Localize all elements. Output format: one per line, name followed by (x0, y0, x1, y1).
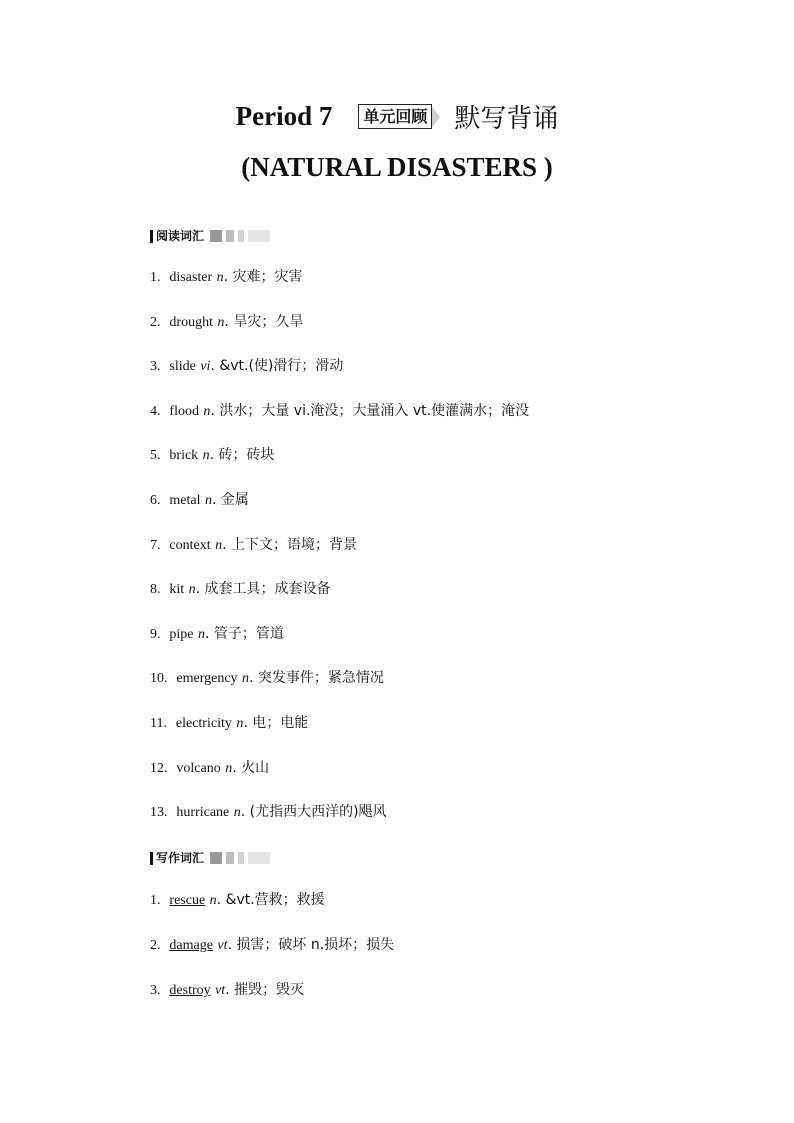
section-bar-icon (150, 230, 153, 243)
vocab-entry: 1. rescue n. &vt.营救；救援 (150, 892, 325, 908)
entry-part-of-speech: vt (215, 983, 226, 998)
entry-number: 1. (150, 270, 161, 285)
entry-word: pipe (169, 626, 194, 642)
entry-number: 3. (150, 359, 161, 375)
entry-word: hurricane (176, 805, 230, 821)
entry-part-of-speech: n (233, 805, 241, 821)
vocab-entry: 4. flood n. 洪水；大量 vi.淹没；大量涌入 vt.使灌满水；淹没 (150, 402, 530, 419)
entry-definition: 摧毁；毁灭 (234, 982, 305, 998)
section-label: 阅读词汇 (156, 229, 205, 243)
entry-word: flood (169, 403, 199, 419)
entry-part-of-speech: n (197, 626, 205, 642)
entry-number: 13. (150, 805, 168, 821)
vocab-entry: 6. metal n. 金属 (150, 492, 249, 508)
entry-word: disaster (169, 270, 213, 285)
entry-word: rescue (169, 893, 206, 908)
entry-part-of-speech: n (209, 893, 217, 908)
entry-definition: 灾难；灾害 (232, 269, 303, 285)
entry-number: 7. (150, 537, 161, 553)
entry-part-of-speech: vt (217, 938, 228, 953)
entry-part-of-speech: n (225, 760, 233, 776)
entry-part-of-speech: n (188, 582, 196, 598)
chinese-title: 默写背诵 (454, 104, 559, 134)
entry-number: 4. (150, 403, 161, 419)
entry-part-of-speech: n (236, 716, 244, 731)
entry-word: electricity (175, 716, 232, 731)
vocab-entry: 7. context n. 上下文；语境；背景 (150, 536, 357, 553)
entry-word: context (169, 537, 211, 553)
entry-part-of-speech: n (216, 270, 224, 285)
entry-word: metal (169, 493, 201, 508)
entry-number: 2. (150, 938, 161, 953)
vocab-entry: 9. pipe n. 管子；管道 (150, 625, 284, 642)
entry-number: 2. (150, 314, 161, 330)
vocab-entry: 10. emergency n. 突发事件；紧急情况 (150, 670, 384, 687)
vocab-entry: 5. brick n. 砖；砖块 (150, 447, 275, 464)
entry-part-of-speech: n (202, 448, 210, 464)
reading-vocab-heading (150, 229, 270, 243)
entry-definition: &vt.(使)滑行；滑动 (219, 358, 344, 375)
entry-definition: (尤指西大西洋的)飓风 (249, 804, 387, 821)
section-label: 写作词汇 (156, 851, 205, 865)
entry-definition: 金属 (220, 492, 249, 508)
entry-word: emergency (176, 671, 238, 687)
entry-number: 11. (150, 716, 167, 731)
section-bar-icon (150, 852, 153, 865)
vocab-entry: 3. slide vi. &vt.(使)滑行；滑动 (150, 358, 344, 375)
vocab-entry: 12. volcano n. 火山 (150, 759, 270, 776)
page-subtitle: (NATURAL DISASTERS ) (241, 152, 553, 182)
vocab-entry: 2. drought n. 旱灾；久旱 (150, 313, 304, 330)
entry-definition: 砖；砖块 (218, 447, 275, 464)
entry-part-of-speech: vi (200, 359, 211, 375)
section-decoration (210, 230, 270, 242)
entry-part-of-speech: n (203, 403, 211, 419)
entry-word: slide (169, 359, 196, 375)
section-decoration (210, 852, 270, 864)
entry-definition: 电；电能 (252, 715, 309, 731)
entry-word: kit (169, 582, 185, 598)
badge-arrow-icon (431, 105, 440, 129)
vocab-entry: 2. damage vt. 损害；破坏 n.损坏；损失 (150, 937, 395, 953)
vocab-entry: 11. electricity n. 电；电能 (150, 715, 309, 731)
page-title (0, 98, 794, 135)
entry-number: 6. (150, 493, 161, 508)
entry-part-of-speech: n (242, 671, 250, 687)
entry-number: 3. (150, 983, 161, 998)
entry-number: 9. (150, 626, 161, 642)
entry-definition: 旱灾；久旱 (233, 313, 304, 330)
entry-definition: &vt.营救；救援 (225, 892, 325, 908)
entry-number: 12. (150, 760, 168, 776)
entry-definition: 突发事件；紧急情况 (257, 670, 384, 687)
entry-word: volcano (176, 760, 221, 776)
entry-word: drought (169, 314, 213, 330)
entry-definition: 成套工具；成套设备 (204, 581, 331, 598)
entry-word: destroy (169, 983, 211, 998)
entry-definition: 洪水；大量 vi.淹没；大量涌入 vt.使灌满水；淹没 (219, 402, 530, 419)
entry-definition: 上下文；语境；背景 (230, 536, 357, 553)
entry-definition: 损害；破坏 n.损坏；损失 (236, 937, 395, 953)
entry-number: 5. (150, 448, 161, 464)
vocab-entry: 1. disaster n. 灾难；灾害 (150, 269, 303, 285)
entry-number: 10. (150, 671, 168, 687)
unit-review-badge: 单元回顾 (358, 104, 432, 129)
vocab-entry: 3. destroy vt. 摧毁；毁灭 (150, 982, 305, 998)
entry-part-of-speech: n (217, 314, 225, 330)
entry-part-of-speech: n (215, 537, 223, 553)
entry-word: damage (169, 938, 213, 953)
entry-word: brick (169, 448, 199, 464)
writing-vocab-heading (150, 851, 270, 865)
entry-part-of-speech: n (204, 493, 212, 508)
vocab-entry: 8. kit n. 成套工具；成套设备 (150, 581, 331, 598)
vocab-entry: 13. hurricane n. (尤指西大西洋的)飓风 (150, 804, 387, 821)
entry-definition: 管子；管道 (213, 625, 284, 642)
entry-number: 8. (150, 582, 161, 598)
period-label: Period 7 (235, 101, 333, 131)
entry-number: 1. (150, 893, 161, 908)
entry-definition: 火山 (241, 759, 270, 776)
